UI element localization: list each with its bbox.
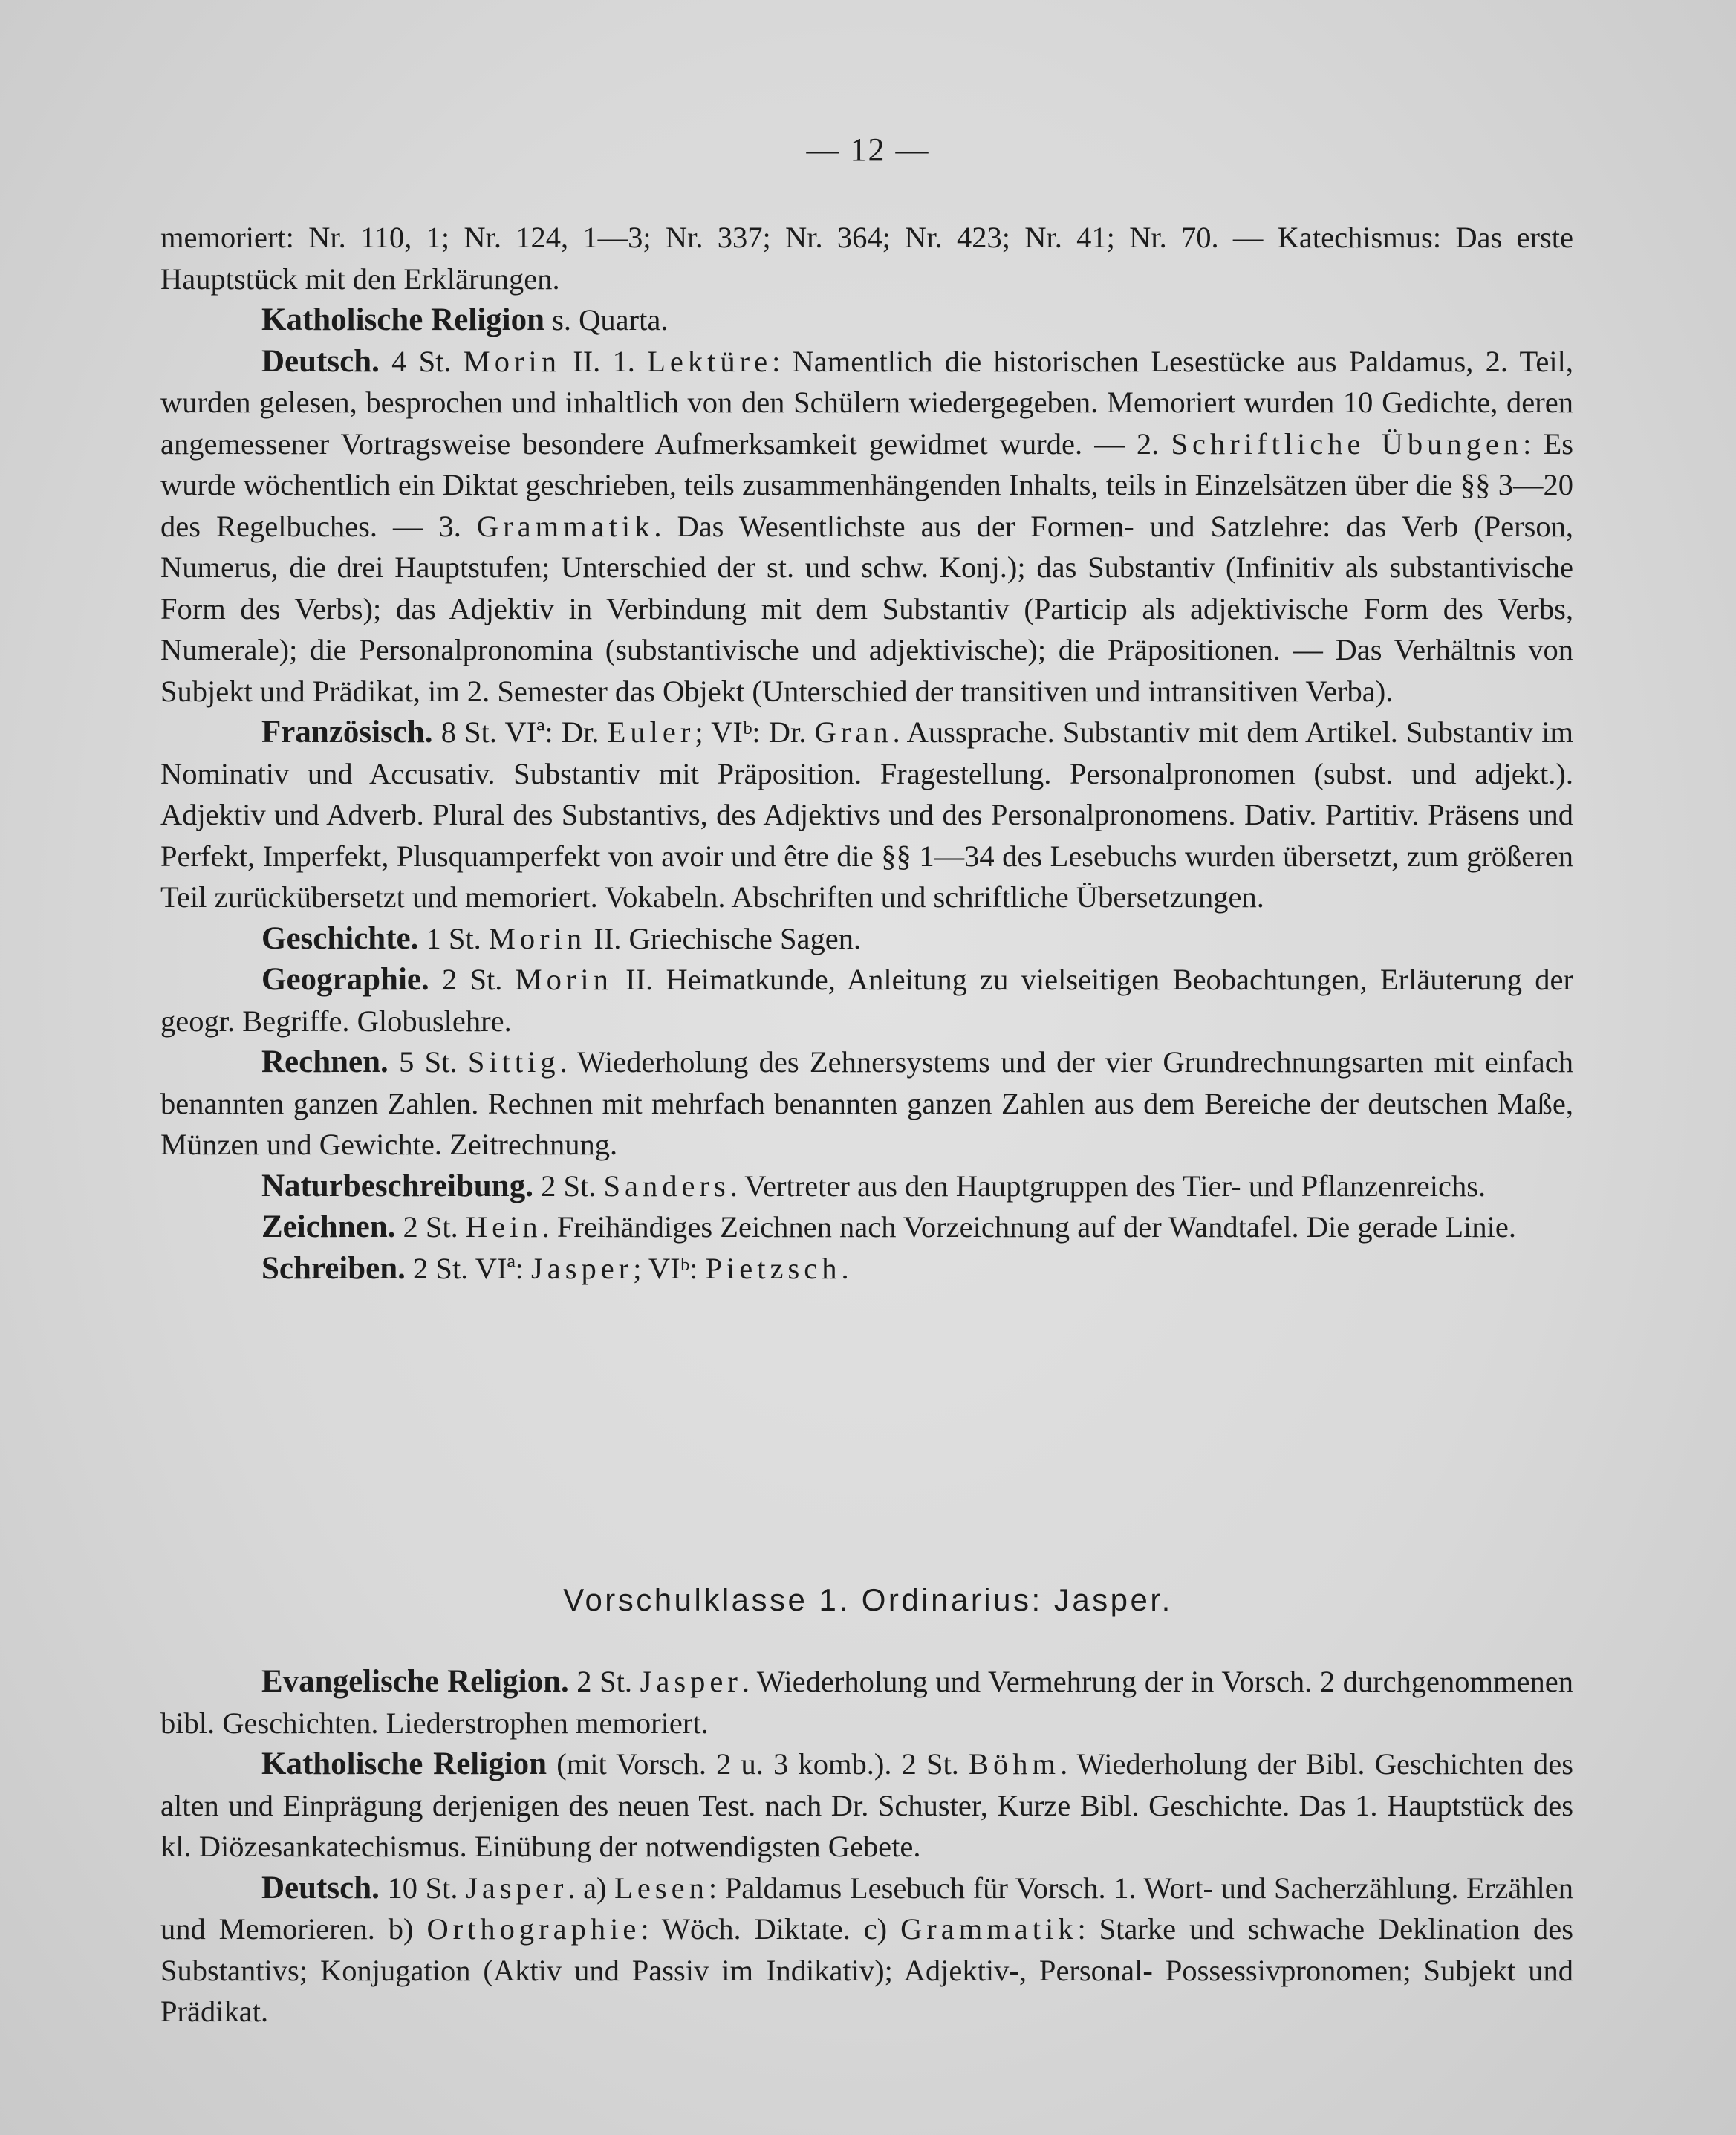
text: s. Quarta. [544,303,669,337]
paragraph-geschichte [160,918,1573,960]
teacher-name: Hein [465,1210,542,1244]
paragraph-rechnen [160,1041,1573,1166]
teacher-name: Morin [515,963,613,996]
text: (mit Vorsch. 2 u. 3 komb.). 2 St. [547,1747,969,1781]
spaced-term: Grammatik [476,509,654,543]
subject-heading: Katholische Religion [261,302,545,337]
paragraph-zeichnen [160,1206,1573,1248]
subject-heading: Geschichte. [261,920,419,956]
spaced-term: Orthographie [426,1912,641,1946]
subject-heading: Katholische Religion [261,1746,547,1781]
text: : Namentlich die historischen Lesestücke aus Paldamus, 2. Teil, wurden gelesen, besprochen und inhaltlich von den Schülern wiedergegeben. Memoriert wurden 10 Gedichte, deren angemessener Vortragsweise besondere Aufmerksamkeit gewidmet wurde. — 2. [160,344,1573,461]
text: . Freihändiges Zeichnen nach Vorzeichnung auf der Wandtafel. Die gerade Linie. [542,1210,1517,1244]
paragraph-schreiben [160,1248,1573,1290]
text: . [841,1251,849,1285]
teacher-name: Euler [607,715,695,749]
text: . Vertreter aus den Hauptgruppen des Tier- und Pflanzenreichs. [729,1169,1486,1203]
text: ; VIᵇ: Dr. [695,715,815,749]
text: 10 St. [379,1871,466,1905]
paragraph-geographie [160,959,1573,1041]
teacher-name: Morin [488,921,587,955]
curriculum-block-vorschule [160,1661,1573,2032]
teacher-name: Pietzsch [705,1251,842,1285]
teacher-name: Morin [463,344,561,378]
teacher-name: Sanders [603,1169,730,1203]
text: 2 St. [568,1665,640,1698]
text: . a) [568,1871,615,1905]
teacher-name: Böhm [969,1747,1061,1781]
spaced-term: Grammatik [900,1912,1078,1946]
text: 5 St. [388,1045,468,1079]
text: 2 St. [533,1169,604,1203]
text: 2 St. [395,1210,466,1244]
text: ; VIᵇ: [633,1251,706,1285]
text: II. Griechische Sagen. [586,921,862,955]
text: : Paldamus Lesebuch für Vorsch. 1. Wort- und Sacherzählung. Erzählen und Memorieren. b) [160,1871,1573,1946]
paragraph-katholische-religion [160,299,1573,341]
teacher-name: Jasper [466,1871,568,1905]
subject-heading: Geographie. [261,962,429,997]
paragraph-evangelische-religion [160,1661,1573,1744]
text: . Wiederholung des Zehnersystems und der vier Grundrechnungsarten mit einfach benannten ganzen Zahlen. Rechnen mit mehrfach benannten ganzen Zahlen aus dem Bereiche der deutschen Maße, Münzen und Gewichte. Zeitrechnung. [160,1045,1573,1161]
curriculum-block-sexta [160,217,1573,1289]
paragraph-deutsch-vorschule [160,1868,1573,2032]
subject-heading: Rechnen. [261,1044,389,1079]
text: 8 St. VIª: Dr. [432,715,608,749]
text: II. 1. [560,344,648,378]
spaced-term: Schriftliche Übungen [1171,426,1524,461]
text: . Das Wesentlichste aus der Formen- und Satzlehre: das Verb (Person, Numerus, die drei Hauptstufen; Unterschied der st. und schw. Konj.); das Substantiv (Infinitiv als substantivische Form des Verbs); das Adjektiv in Verbindung mit dem Substantiv (Particip als adjektivische Form des Verbs, Numerale); die Personalpronomina (substantivische und adjektivische); die Präpositionen. — Das Verhältnis von Subjekt und Prädikat, im 2. Semester das Objekt (Unterschied der transitiven und intransitiven Verba). [160,509,1573,708]
text: 2 St. [429,963,516,996]
spaced-term: Lesen [614,1871,709,1905]
subject-heading: Evangelische Religion. [261,1664,569,1699]
teacher-name: Jasper [531,1251,634,1285]
text: . Aussprache. Substantiv mit dem Artikel. Substantiv im Nominativ und Accusativ. Substantiv mit Präposition. Fragestellung. Personalpronomen (subst. und adjekt.). Adjektiv und Adverb. Plural des Substantivs, des Adjektivs und des Personalpronomens. Dativ. Partitiv. Präsens und Perfekt, Imperfekt, Plusquamperfekt von avoir und être die §§ 1—34 des Lesebuchs wurden übersetzt, zum größeren Teil zurückübersetzt und memoriert. Vokabeln. Abschriften und schriftliche Übersetzungen. [160,715,1573,914]
paragraph-naturbeschreibung [160,1166,1573,1207]
teacher-name: Jasper [640,1665,742,1698]
text: . Wiederholung der Bibl. Geschichten des alten und Einprägung derjenigen des neuen Test. nach Dr. Schuster, Kurze Bibl. Geschichte. Das 1. Hauptstück des kl. Diözesankatechismus. Einübung der notwendigsten Gebete. [160,1747,1573,1863]
text: 1 St. [418,921,489,955]
subject-heading: Französisch. [261,715,433,750]
page-number: — 12 — [806,131,930,168]
text: 2 St. VIª: [405,1251,532,1285]
subject-heading: Deutsch. [261,343,380,379]
teacher-name: Sittig [467,1045,560,1079]
teacher-name: Gran [814,715,893,749]
spaced-term: Lektüre [647,344,773,378]
subject-heading: Naturbeschreibung. [261,1168,533,1203]
subject-heading: Schreiben. [261,1250,406,1286]
text: : Wöch. Diktate. c) [640,1912,901,1946]
paragraph-memoriert [160,217,1573,299]
text: memoriert: Nr. 110, 1; Nr. 124, 1—3; Nr. 337; Nr. 364; Nr. 423; Nr. 41; Nr. 70. — Katechismus: Das erste Hauptstück mit den Erklärungen. [160,221,1573,296]
subject-heading: Zeichnen. [261,1209,396,1244]
paragraph-franzosisch [160,712,1573,918]
subject-heading: Deutsch. [261,1870,380,1905]
section-heading-vorschulklasse: Vorschulklasse 1. Ordinarius: Jasper. [563,1582,1173,1617]
text: II. Heimatkunde, Anleitung zu vielseitigen Beobachtungen, Erläuterung der geogr. Begriffe. Globuslehre. [160,963,1573,1038]
paragraph-katholische-religion-vorschule [160,1744,1573,1868]
paragraph-deutsch [160,341,1573,712]
text: 4 St. [379,344,464,378]
text: : Es wurde wöchentlich ein Diktat geschrieben, teils zusammenhängenden Inhalts, teils in Einzelsätzen über die §§ 3—20 des Regelbuches. — 3. [160,426,1573,543]
text: : Starke und schwache Deklination des Substantivs; Konjugation (Aktiv und Passiv im Indikativ); Adjektiv-, Personal- Possessivpronomen; Subjekt und Prädikat. [160,1912,1574,2028]
text: . Wiederholung und Vermehrung der in Vorsch. 2 durchgenommenen bibl. Geschichten. Liederstrophen memoriert. [160,1665,1573,1740]
